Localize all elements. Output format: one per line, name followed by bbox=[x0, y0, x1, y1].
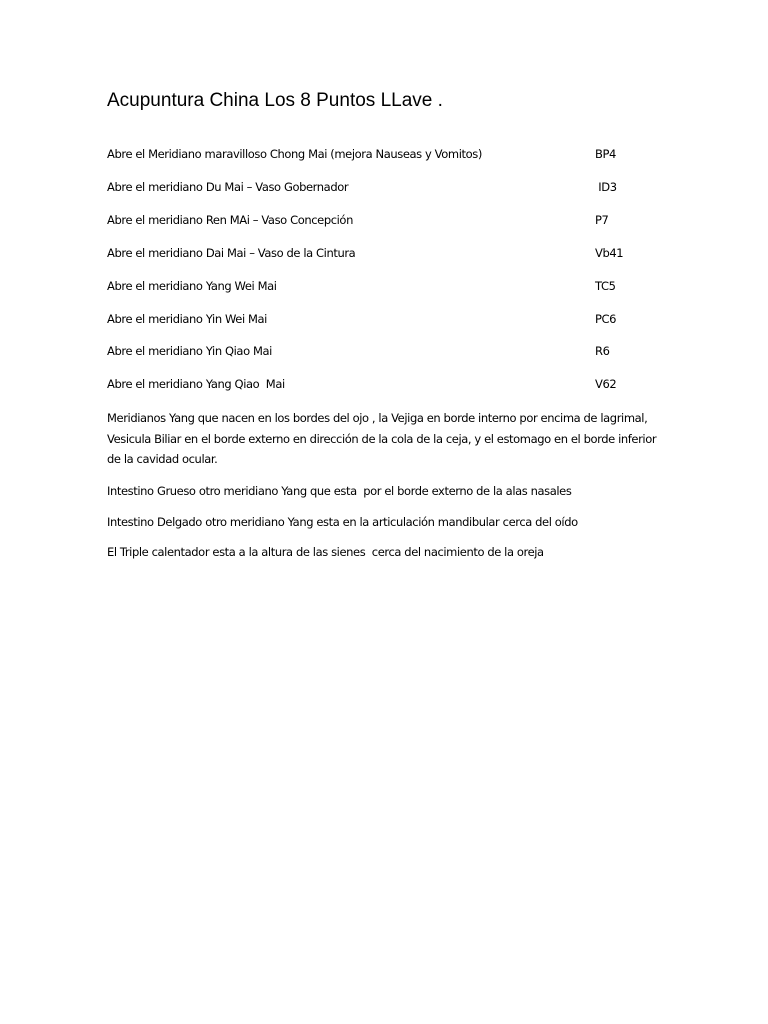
point-code: Vb41 bbox=[595, 246, 624, 260]
list-item bbox=[107, 180, 667, 200]
point-code: V62 bbox=[595, 377, 617, 391]
point-code: P7 bbox=[595, 213, 609, 227]
meridian-label: Abre el meridiano Yang Qiao Mai bbox=[107, 377, 285, 391]
list-item bbox=[107, 246, 667, 266]
list-item bbox=[107, 279, 667, 299]
point-code: PC6 bbox=[595, 312, 617, 326]
point-code: BP4 bbox=[595, 147, 616, 161]
meridian-label: Abre el meridiano Yin Qiao Mai bbox=[107, 344, 272, 358]
paragraph: El Triple calentador esta a la altura de las sienes cerca del nacimiento de la oreja bbox=[107, 545, 544, 559]
meridian-label: Abre el meridiano Du Mai – Vaso Gobernador bbox=[107, 180, 349, 194]
meridian-label: Abre el Meridiano maravilloso Chong Mai (mejora Nauseas y Vomitos) bbox=[107, 147, 482, 161]
paragraph: Intestino Grueso otro meridiano Yang que esta por el borde externo de la alas nasales bbox=[107, 484, 572, 498]
document-title: Acupuntura China Los 8 Puntos LLave . bbox=[107, 90, 443, 111]
meridian-label: Abre el meridiano Ren MAi – Vaso Concepción bbox=[107, 213, 353, 227]
meridian-label: Abre el meridiano Yin Wei Mai bbox=[107, 312, 267, 326]
point-code: ID3 bbox=[595, 180, 617, 194]
point-code: R6 bbox=[595, 344, 610, 358]
list-item bbox=[107, 213, 667, 233]
list-item bbox=[107, 147, 667, 167]
list-item bbox=[107, 377, 667, 397]
list-item bbox=[107, 312, 667, 332]
meridian-label: Abre el meridiano Yang Wei Mai bbox=[107, 279, 277, 293]
point-code: TC5 bbox=[595, 279, 616, 293]
list-item bbox=[107, 344, 667, 364]
paragraph: Intestino Delgado otro meridiano Yang esta en la articulación mandibular cerca del oído bbox=[107, 515, 578, 529]
paragraph: Meridianos Yang que nacen en los bordes del ojo , la Vejiga en borde interno por encima de lagrimal, Vesicula Biliar en el borde externo en dirección de la cola de la ceja, y el estomago en el borde inferior de la cavidad ocular. bbox=[107, 411, 657, 466]
meridian-label: Abre el meridiano Dai Mai – Vaso de la Cintura bbox=[107, 246, 356, 260]
